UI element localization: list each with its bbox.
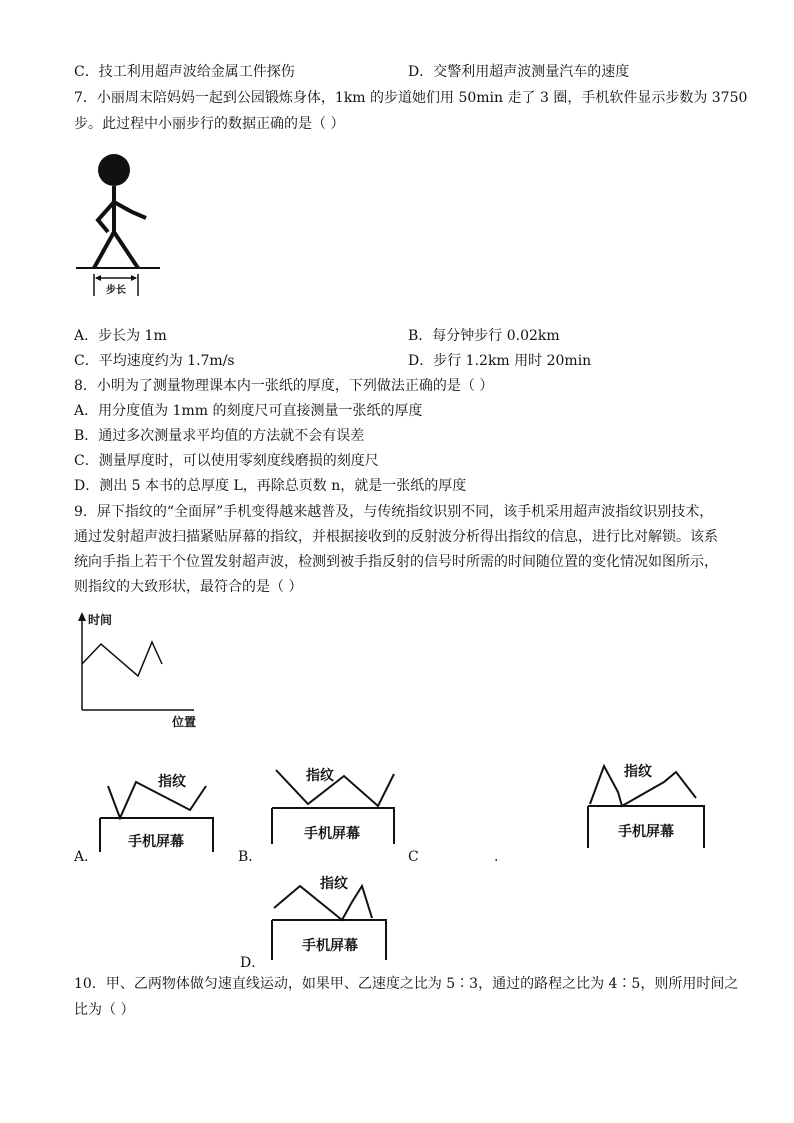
graph-x-label: 位置 xyxy=(172,715,197,729)
q9-stem-line-4: 则指纹的大致形状，最符合的是（ ） xyxy=(74,579,303,595)
option-b-fingerprint-label: 指纹 xyxy=(306,768,334,784)
option-d-diagram xyxy=(268,872,398,967)
q10-stem-line-1: 10．甲、乙两物体做匀速直线运动，如果甲、乙速度之比为 5∶3，通过的路程之比为 4∶5，则所用时间之 xyxy=(74,976,739,992)
option-a-screen-label: 手机屏幕 xyxy=(128,834,184,850)
q9-option-a-letter: A． xyxy=(74,849,99,865)
q9-stem-line-3: 统向手指上若干个位置发射超声波，检测到被手指反射的信号时所需的时间随位置的变化情况如图所示， xyxy=(74,554,718,570)
q9-option-b-letter: B． xyxy=(238,849,263,865)
step-length-label: 步长 xyxy=(106,285,126,296)
graph-y-label: 时间 xyxy=(88,613,113,627)
option-d-screen-label: 手机屏幕 xyxy=(302,938,358,954)
q7-option-b: B．每分钟步行 0.02km xyxy=(408,328,560,344)
walking-stick-figure xyxy=(74,150,164,300)
q8-option-b: B．通过多次测量求平均值的方法就不会有误差 xyxy=(74,428,365,444)
q10-stem-line-2: 比为（ ） xyxy=(74,1002,135,1018)
q7-option-d: D．步行 1.2km 用时 20min xyxy=(408,353,592,369)
q8-option-c: C．测量厚度时，可以使用零刻度线磨损的刻度尺 xyxy=(74,453,379,469)
q7-stem-line-1: 7．小丽周末陪妈妈一起到公园锻炼身体，1km 的步道她们用 50min 走了 3 圈，手机软件显示步数为 3750 xyxy=(74,90,748,106)
option-a-fingerprint-label: 指纹 xyxy=(158,774,186,790)
time-position-graph xyxy=(76,612,216,732)
q7-option-c: C．平均速度约为 1.7m/s xyxy=(74,353,235,369)
q9-stem-line-2: 通过发射超声波扫描紧贴屏幕的指纹，并根据接收到的反射波分析得出指纹的信息，进行比对解锁。该系 xyxy=(74,529,718,545)
q6-option-c: C．技工利用超声波给金属工件探伤 xyxy=(74,64,295,80)
q7-stem-line-2: 步。此过程中小丽步行的数据正确的是（ ） xyxy=(74,116,345,132)
q9-option-d-letter: D． xyxy=(240,955,266,971)
option-a-diagram xyxy=(98,768,228,858)
q8-option-a: A．用分度值为 1mm 的刻度尺可直接测量一张纸的厚度 xyxy=(74,403,423,419)
q9-stem-line-1: 9．屏下指纹的“全面屏”手机变得越来越普及，与传统指纹识别不同，该手机采用超声波指纹识别技术， xyxy=(74,504,714,520)
q7-option-a: A．步长为 1m xyxy=(74,328,167,344)
option-b-screen-label: 手机屏幕 xyxy=(304,826,360,842)
option-c-fingerprint-label: 指纹 xyxy=(624,764,652,780)
q9-option-c-letter: C xyxy=(408,849,419,865)
q6-option-d: D．交警利用超声波测量汽车的速度 xyxy=(408,64,630,80)
option-c-diagram xyxy=(584,758,714,853)
q8-option-d: D．测出 5 本书的总厚度 L，再除总页数 n，就是一张纸的厚度 xyxy=(74,478,467,494)
q9-option-c-dot: . xyxy=(494,849,499,865)
q8-stem: 8．小明为了测量物理课本内一张纸的厚度，下列做法正确的是（ ） xyxy=(74,378,494,394)
option-b-diagram xyxy=(268,760,408,850)
option-c-screen-label: 手机屏幕 xyxy=(618,824,674,840)
option-d-fingerprint-label: 指纹 xyxy=(320,876,348,892)
